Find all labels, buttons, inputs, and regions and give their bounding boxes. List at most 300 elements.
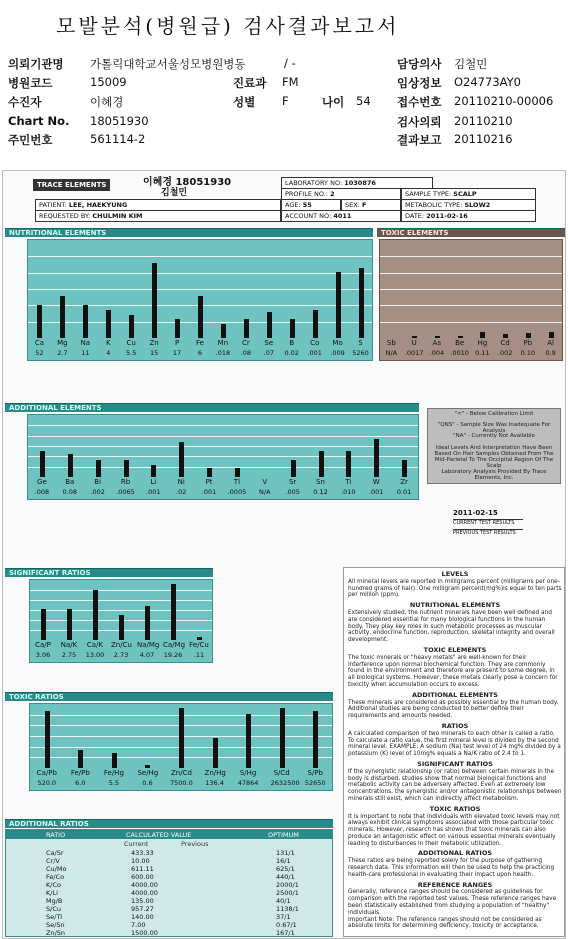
additional-ratios-table xyxy=(5,829,333,937)
nutritional-label: B xyxy=(289,339,295,347)
additional-bar xyxy=(319,451,324,477)
ratio-optimum: 40/1 xyxy=(276,897,291,905)
ratio-name: Fe/Co xyxy=(46,873,65,881)
toxic_ratios-value: 6.0 xyxy=(75,779,86,787)
significant-bar xyxy=(171,584,176,640)
additional-value: 0.08 xyxy=(62,488,78,496)
legend-lab: Laboratory Analysis Provided By Trace Elements, Inc. xyxy=(441,469,547,481)
patient-value: LEE, HAEKYUNG xyxy=(68,201,128,209)
lab-date-label: DATE: xyxy=(405,212,425,220)
subject-value: 이혜경 xyxy=(90,95,124,109)
toxic-bar xyxy=(435,336,440,338)
addr-text: These ratios are being reported solely for the purpose of gathering research data. This information will then be used to help the practicing health-care professional in evaluating their impact upon health. xyxy=(348,858,555,878)
toxic-value: .0010 xyxy=(450,349,469,357)
toxic_ratios-value: 136.4 xyxy=(205,779,224,787)
ratio-current: 135.00 xyxy=(131,897,154,905)
toxic_ratios-bar xyxy=(213,738,218,768)
ratio-col: RATIO xyxy=(46,831,66,839)
nutritional-label: Fe xyxy=(196,339,204,347)
nutritional-bar xyxy=(290,319,295,338)
ratio-optimum: 440/1 xyxy=(276,873,295,881)
additional-bar xyxy=(402,460,407,477)
add-heading: ADDITIONAL ELEMENTS xyxy=(412,690,498,699)
nutritional-value: 0.02 xyxy=(284,349,299,357)
nutritional-label: Se xyxy=(264,339,274,347)
ratio-optimum: 2500/1 xyxy=(276,889,299,897)
ratio-optimum: 2000/1 xyxy=(276,881,299,889)
toxic_ratios-bar xyxy=(280,708,285,768)
addr-heading: ADDITIONAL RATIOS xyxy=(417,849,493,858)
lab-age: 55 xyxy=(302,201,312,209)
doctor-label: 담당의사 xyxy=(397,57,442,71)
nutritional-label: Ca xyxy=(34,339,45,347)
toxic-value: .002 xyxy=(497,349,513,357)
toxic-label: Be xyxy=(455,339,465,347)
additional-label: Ti xyxy=(345,478,352,486)
sex-label: 성별 xyxy=(233,95,256,109)
lab-sex: F xyxy=(361,201,367,209)
nutritional-bar xyxy=(198,296,203,338)
explanation-panel xyxy=(343,567,565,937)
toxic-label: Al xyxy=(547,339,554,347)
additional-bar xyxy=(291,460,296,477)
scanned-lab-report xyxy=(2,170,566,939)
gridline xyxy=(380,305,562,306)
current-tests: CURRENT TEST RESULTS xyxy=(453,519,523,526)
legend-qns: "QNS" - Sample Size Was Inadequate For Analysis xyxy=(437,422,551,434)
calc-col: CALCULATED VALUE xyxy=(126,831,192,839)
nutritional-bar xyxy=(221,324,226,338)
legend-ideal: Ideal Levels And Interpretation Have Been Based On Hair Samples Obtained From The Mid-Parietal To The Occipital Region Of The Scalp xyxy=(434,445,554,469)
toxic_ratios-label: S/Cd xyxy=(273,769,290,777)
ratio-optimum: 37/1 xyxy=(276,913,291,921)
ratio-name: S/Cu xyxy=(46,905,61,913)
institution-value: 가톨릭대학교서울성모병원병동 xyxy=(90,57,246,71)
code-value: 15009 xyxy=(90,75,127,89)
significant-label: Ca/Mg xyxy=(163,641,186,649)
additional-value: .001 xyxy=(368,488,384,496)
significant-value: .11 xyxy=(193,651,205,659)
additional-value: .010 xyxy=(341,488,356,496)
additional-bar xyxy=(68,454,73,477)
request-label: 검사의뢰 xyxy=(397,115,442,129)
additional-value: .0065 xyxy=(116,488,135,496)
ratio-current: 611.11 xyxy=(131,865,154,873)
gridline xyxy=(30,600,212,601)
toxic-ratios-chart xyxy=(29,703,333,791)
additional-label: Zr xyxy=(400,478,408,486)
lab-sex-label: SEX: xyxy=(345,201,360,209)
nutritional-label: Mo xyxy=(332,339,343,347)
nutritional-bar xyxy=(83,305,88,338)
ratio-optimum: 131/1 xyxy=(276,849,295,857)
gridline xyxy=(28,256,372,257)
nutritional-bar xyxy=(106,310,111,338)
significant-label: Na/Mg xyxy=(137,641,160,649)
requested-label: REQUESTED BY: xyxy=(39,212,91,220)
important-note: Important Note: The reference ranges should not be considered as absolute limits for determining deficiency, toxicity or acceptance. xyxy=(348,916,542,930)
nutritional-value: 5260 xyxy=(352,349,369,357)
significant-value: 13.00 xyxy=(85,651,105,659)
toxic-label: Cd xyxy=(500,339,510,347)
toxic-bar xyxy=(412,336,417,338)
ratio-name: K/Co xyxy=(46,881,61,889)
optimum-col: OPTIMUM xyxy=(268,831,299,839)
toxic-ratios-header: TOXIC RATIOS xyxy=(5,692,333,701)
toxic_ratios-bar xyxy=(313,711,318,768)
toxic-value: .004 xyxy=(429,349,445,357)
toxic_ratios-bar xyxy=(112,753,117,768)
clinical-value: O24773AY0 xyxy=(454,75,521,89)
lab-no: 1030876 xyxy=(344,179,376,187)
ratio-name: K/Li xyxy=(46,889,58,897)
nutritional-bar xyxy=(359,268,364,339)
nutritional-value: 11 xyxy=(81,349,90,357)
toxic-label: As xyxy=(432,339,442,347)
additional-value: .001 xyxy=(146,488,161,496)
ref-heading: REFERENCE RANGES xyxy=(417,880,493,889)
additional-label: Rb xyxy=(120,478,131,486)
toxic-chart xyxy=(379,239,563,361)
ratio-name: Ca/Sr xyxy=(46,849,64,857)
gridline xyxy=(28,467,418,468)
toxic_ratios-value: 5.5 xyxy=(108,779,120,787)
metabolic-label: METABOLIC TYPE: xyxy=(405,201,463,209)
gridline xyxy=(28,289,372,290)
ratio-optimum: 0.67/1 xyxy=(276,921,297,929)
toxic_ratios-value: 2632500 xyxy=(270,779,300,787)
additional-label: Bi xyxy=(94,478,102,486)
toxic_ratios-label: Ca/Pb xyxy=(36,769,57,777)
institution-label: 의뢰기관명 xyxy=(8,57,64,71)
handwritten-name: 이혜경 18051930 xyxy=(143,177,232,188)
age-value: 54 xyxy=(356,94,371,108)
significant-value: 2.73 xyxy=(113,651,129,659)
legend-date: 2011-02-15 xyxy=(453,509,498,517)
nutritional-value: .07 xyxy=(263,349,274,357)
report-value: 20110216 xyxy=(454,132,513,146)
toxic-value: 0.11 xyxy=(475,349,490,357)
age-label: 나이 xyxy=(322,95,345,109)
additional-value: .005 xyxy=(285,488,300,496)
ratio-current: 140.00 xyxy=(131,913,154,921)
previous-tests: PREVIOUS TEST RESULTS xyxy=(453,529,523,536)
gridline xyxy=(380,273,562,274)
chart-label: Chart No. xyxy=(8,114,70,128)
significant-label: Na/K xyxy=(60,641,78,649)
additional-label: Sn xyxy=(316,478,325,486)
receipt-label: 접수번호 xyxy=(397,95,442,109)
additional-value: 0.01 xyxy=(396,488,412,496)
ratio-name: Zn/Sn xyxy=(46,929,66,937)
institution-extra: / - xyxy=(284,56,296,70)
nutritional-label: K xyxy=(105,339,111,347)
ratio-current: 7.00 xyxy=(131,921,146,929)
ratios-heading: RATIOS xyxy=(441,721,469,730)
ratio-optimum: 167/1 xyxy=(276,929,295,937)
toxic_ratios-label: Fe/Pb xyxy=(70,769,90,777)
toxic-value: 0.9 xyxy=(545,349,556,357)
significant-bar xyxy=(67,609,72,640)
chart-value: 18051930 xyxy=(90,114,149,128)
toxic_ratios-bar xyxy=(246,714,251,768)
ratio-current: 600.00 xyxy=(131,873,154,881)
nutritional-value: 52 xyxy=(35,349,44,357)
legend-below: "<" - Below Calibration Limit xyxy=(454,411,534,417)
additional-value: .0005 xyxy=(227,488,247,496)
significant-label: Fe/Cu xyxy=(189,641,209,649)
toxic-label: Pb xyxy=(523,339,533,347)
add-text: These minerals are considered as possibly essential by the human body. Additional studies are being conducted to better define their requirements and amounts needed. xyxy=(348,699,559,720)
current-col: Current xyxy=(124,840,149,848)
sample-value: SCALP xyxy=(453,190,477,198)
gridline xyxy=(380,289,562,290)
tox-text: The toxic minerals or "heavy metals" are well-known for their interference upon normal biochemical function. They are commonly found in the environment and therefore are present to some degree, in all biological systems. However, these metals clearly pose a concern for toxicity when accumulation occurs to excess. xyxy=(348,654,558,688)
toxic_ratios-bar xyxy=(145,765,150,768)
significant-bar xyxy=(197,637,202,640)
nutritional-label: P xyxy=(174,339,180,347)
toxic-header: TOXIC ELEMENTS xyxy=(377,228,565,237)
additional-bar xyxy=(235,468,240,477)
nutritional-chart xyxy=(27,239,373,361)
nutritional-bar xyxy=(175,319,180,338)
significant-chart xyxy=(29,579,213,663)
legend-na: "NA" - Currently Not Available xyxy=(453,433,535,439)
toxic_ratios-label: Zn/Hg xyxy=(204,769,226,777)
sex-value: F xyxy=(282,94,289,108)
toxic_ratios-label: S/Hg xyxy=(239,769,257,777)
toxic_ratios-bar xyxy=(179,708,184,768)
significant-label: Zn/Cu xyxy=(111,641,132,649)
doctor-value: 김철민 xyxy=(454,57,488,71)
report-label: 결과보고 xyxy=(397,133,442,147)
toxic_ratios-value: 7500.0 xyxy=(170,779,193,787)
toxic-bar xyxy=(526,333,531,338)
ref-text: Generally, reference ranges should be considered as guidelines for comparison with the reported test values. These reference ranges have been statistically established from studying a population of "healthy" individuals. xyxy=(348,889,557,916)
additional-bar xyxy=(374,439,379,477)
additional-ratios-header: ADDITIONAL RATIOS xyxy=(5,819,333,828)
gridline xyxy=(28,273,372,274)
toxic_ratios-value: 0.6 xyxy=(142,779,153,787)
toxic_ratios-bar xyxy=(45,711,50,768)
nutritional-bar xyxy=(244,319,249,338)
lab-logo: TRACE ELEMENTS xyxy=(33,179,110,191)
nutritional-value: .001 xyxy=(307,349,322,357)
ratio-optimum: 16/1 xyxy=(276,857,291,865)
ratio-name: Cu/Mo xyxy=(46,865,67,873)
significant-value: 19.26 xyxy=(163,651,183,659)
significant-bar xyxy=(41,609,46,640)
toxic_ratios-label: Se/Hg xyxy=(137,769,159,777)
nutritional-bar xyxy=(336,272,341,338)
toxic_ratios-value: 47864 xyxy=(237,779,259,787)
nutritional-label: Mn xyxy=(217,339,229,347)
additional-header: ADDITIONAL ELEMENTS xyxy=(5,403,419,412)
nutritional-value: 6 xyxy=(197,349,203,357)
additional-label: Pt xyxy=(205,478,213,486)
ratio-name: Cr/V xyxy=(46,857,60,865)
additional-bar xyxy=(151,465,156,477)
gridline xyxy=(30,590,212,591)
nutritional-bar xyxy=(60,296,65,338)
toxic_ratios-label: Zn/Cd xyxy=(171,769,192,777)
significant-bar xyxy=(93,590,98,640)
additional-bar xyxy=(40,451,45,477)
lab-date: 2011-02-16 xyxy=(426,212,468,220)
additional-bar xyxy=(179,442,184,477)
additional-label: Ni xyxy=(177,478,185,486)
additional-value: .02 xyxy=(176,488,187,496)
ratios-text: A calculated comparison of two minerals to each other is called a ratio. To calculate a ratio value, the first mineral level is divided by the second mineral level. EXAMPLE: A sodium (Na) test level of 24 mg% divided by a potassium (K) level of 10mg% equals a Na/K ratio of 2.4 to 1. xyxy=(348,730,561,758)
toxic-value: 0.10 xyxy=(520,349,536,357)
significant-value: 4.07 xyxy=(139,651,155,659)
toxic-label: U xyxy=(411,339,417,347)
profile-label: PROFILE NO.: xyxy=(285,190,328,198)
toxic-value: N/A xyxy=(385,349,398,357)
ratio-current: 1500.00 xyxy=(131,929,158,937)
nutritional-value: .009 xyxy=(330,349,345,357)
sig-heading: SIGNIFICANT RATIOS xyxy=(417,759,493,768)
ratio-name: Se/Tl xyxy=(46,913,63,921)
significant-bar xyxy=(119,615,124,640)
ratio-name: Se/Sn xyxy=(46,921,65,929)
tox-heading: TOXIC ELEMENTS xyxy=(423,645,487,654)
lab-age-label: AGE: xyxy=(285,201,301,209)
additional-bar xyxy=(346,451,351,477)
handwritten-doctor: 김철민 xyxy=(161,188,188,198)
toxic-value: .0017 xyxy=(404,349,424,357)
toxic_ratios-label: Fe/Hg xyxy=(103,769,124,777)
clinical-label: 임상정보 xyxy=(397,76,442,90)
nutritional-label: S xyxy=(358,339,363,347)
metabolic-value: SLOW2 xyxy=(464,201,491,209)
code-label: 병원코드 xyxy=(8,76,53,90)
ratio-optimum: 625/1 xyxy=(276,865,295,873)
nutritional-label: Co xyxy=(310,339,320,347)
additional-value: 0.12 xyxy=(313,488,328,496)
nutritional-value: 5.5 xyxy=(126,349,137,357)
nutr-heading: NUTRITIONAL ELEMENTS xyxy=(409,601,501,610)
account-value: 4011 xyxy=(333,212,352,220)
nutritional-bar xyxy=(267,312,272,338)
id-label: 주민번호 xyxy=(8,133,53,147)
toxic_ratios-value: 52650 xyxy=(304,779,326,787)
additional-value: .008 xyxy=(34,488,50,496)
toxic_ratios-bar xyxy=(78,750,83,768)
additional-label: Ba xyxy=(65,478,75,486)
levels-text: All mineral levels are reported in milligrams percent (milligrams per one-hundred grams of hair). One milligram percent(mg%)is equal to ten parts per million (ppm). xyxy=(348,578,562,599)
legend-box xyxy=(427,408,561,484)
nutritional-value: 15 xyxy=(149,349,159,357)
significant-bar xyxy=(145,606,150,640)
ratio-current: 433.33 xyxy=(131,849,154,857)
nutritional-value: 2.7 xyxy=(57,349,68,357)
additional-bar xyxy=(207,468,212,477)
toxic-bar xyxy=(503,334,508,338)
nutritional-bar xyxy=(129,315,134,339)
additional-label: W xyxy=(372,478,380,486)
toxic-bar xyxy=(458,336,463,338)
nutritional-bar xyxy=(37,305,42,338)
nutritional-value: .018 xyxy=(215,349,231,357)
additional-label: V xyxy=(262,478,268,486)
ratio-optimum: 1138/1 xyxy=(276,905,299,913)
additional-bar xyxy=(96,460,101,477)
sig-text: If the synergistic relationship (or ratio) between certain minerals in the body is disturbed, studies show that normal biological functions and metabolic activity can be adversely affected. Even at extremely low concentrations, the synergistic and/or antagonistic relationships between minerals still exist, which can indirectly affect metabolism. xyxy=(348,768,562,802)
significant-label: Ca/K xyxy=(86,641,104,649)
lab-no-label: LABORATORY NO: xyxy=(285,179,343,187)
patient-label: PATIENT: xyxy=(39,201,67,209)
patient-meta xyxy=(0,52,568,164)
ratio-current: 4000.00 xyxy=(131,889,158,897)
dept-value: FM xyxy=(282,75,299,89)
toxic-label: Hg xyxy=(477,339,488,347)
nutritional-label: Cu xyxy=(126,339,136,347)
nutritional-bar xyxy=(152,263,157,338)
request-value: 20110210 xyxy=(454,114,513,128)
nutr-text: Extensively studied, the nutrient minerals have been well defined and are considered essential for many biological functions in the human body. They play key roles in such metabolic processes as muscular activity, endocrine function, reproduction, skeletal integrity and overall development. xyxy=(348,609,555,644)
dept-label: 진료과 xyxy=(233,76,267,90)
subject-label: 수진자 xyxy=(8,95,42,109)
receipt-value: 20110210-00006 xyxy=(454,94,554,108)
significant-header: SIGNIFICANT RATIOS xyxy=(5,568,213,577)
additional-label: Tl xyxy=(233,478,241,486)
nutritional-value: 4 xyxy=(106,349,111,357)
toxr-heading: TOXIC RATIOS xyxy=(429,804,481,813)
gridline xyxy=(30,610,212,611)
levels-heading: LEVELS xyxy=(441,570,469,578)
ratio-name: Mg/B xyxy=(46,897,63,905)
significant-value: 3.06 xyxy=(35,651,51,659)
significant-label: Ca/P xyxy=(35,641,51,649)
additional-chart xyxy=(27,414,419,500)
ratio-current: 957.27 xyxy=(131,905,154,913)
requested-value: CHULMIN KIM xyxy=(92,212,143,220)
additional-bar xyxy=(124,460,129,477)
gridline xyxy=(28,425,418,426)
additional-value: N/A xyxy=(259,488,271,496)
report-title: 모발분석(병원급) 검사결과보고서 xyxy=(56,14,400,38)
profile-value: 2 xyxy=(330,190,335,198)
nutritional-label: Zn xyxy=(149,339,159,347)
additional-value: .002 xyxy=(90,488,105,496)
additional-label: Li xyxy=(150,478,157,486)
sample-label: SAMPLE TYPE: xyxy=(405,190,452,198)
nutritional-value: 17 xyxy=(172,349,182,357)
previous-col: Previous xyxy=(181,840,209,848)
additional-label: Sr xyxy=(288,478,297,486)
nutritional-label: Cr xyxy=(241,339,250,347)
account-label: ACCOUNT NO: xyxy=(285,212,332,220)
gridline xyxy=(28,456,418,457)
toxic-bar xyxy=(480,332,485,338)
ratio-current: 10.00 xyxy=(131,857,150,865)
significant-value: 2.75 xyxy=(61,651,77,659)
nutritional-label: Mg xyxy=(57,339,68,347)
id-value: 561114-2 xyxy=(90,132,146,146)
gridline xyxy=(380,322,562,323)
gridline xyxy=(28,436,418,437)
toxr-text: It is important to note that individuals with elevated toxic levels may not always exhibit clinical symptoms associated with those particular toxic minerals. However, research has shown that toxic minerals can also produce an antagonistic effect on various essential minerals eventually leading to disturbances in their metabolic utilization. xyxy=(348,813,560,847)
gridline xyxy=(28,446,418,447)
toxic-label: Sb xyxy=(386,339,396,347)
toxic_ratios-value: 520.0 xyxy=(37,779,57,787)
toxic_ratios-label: S/Pb xyxy=(307,769,323,777)
ratio-current: 4000.00 xyxy=(131,881,158,889)
nutritional-bar xyxy=(313,310,318,338)
additional-label: Ge xyxy=(37,478,47,486)
nutritional-header: NUTRITIONAL ELEMENTS xyxy=(5,228,373,237)
